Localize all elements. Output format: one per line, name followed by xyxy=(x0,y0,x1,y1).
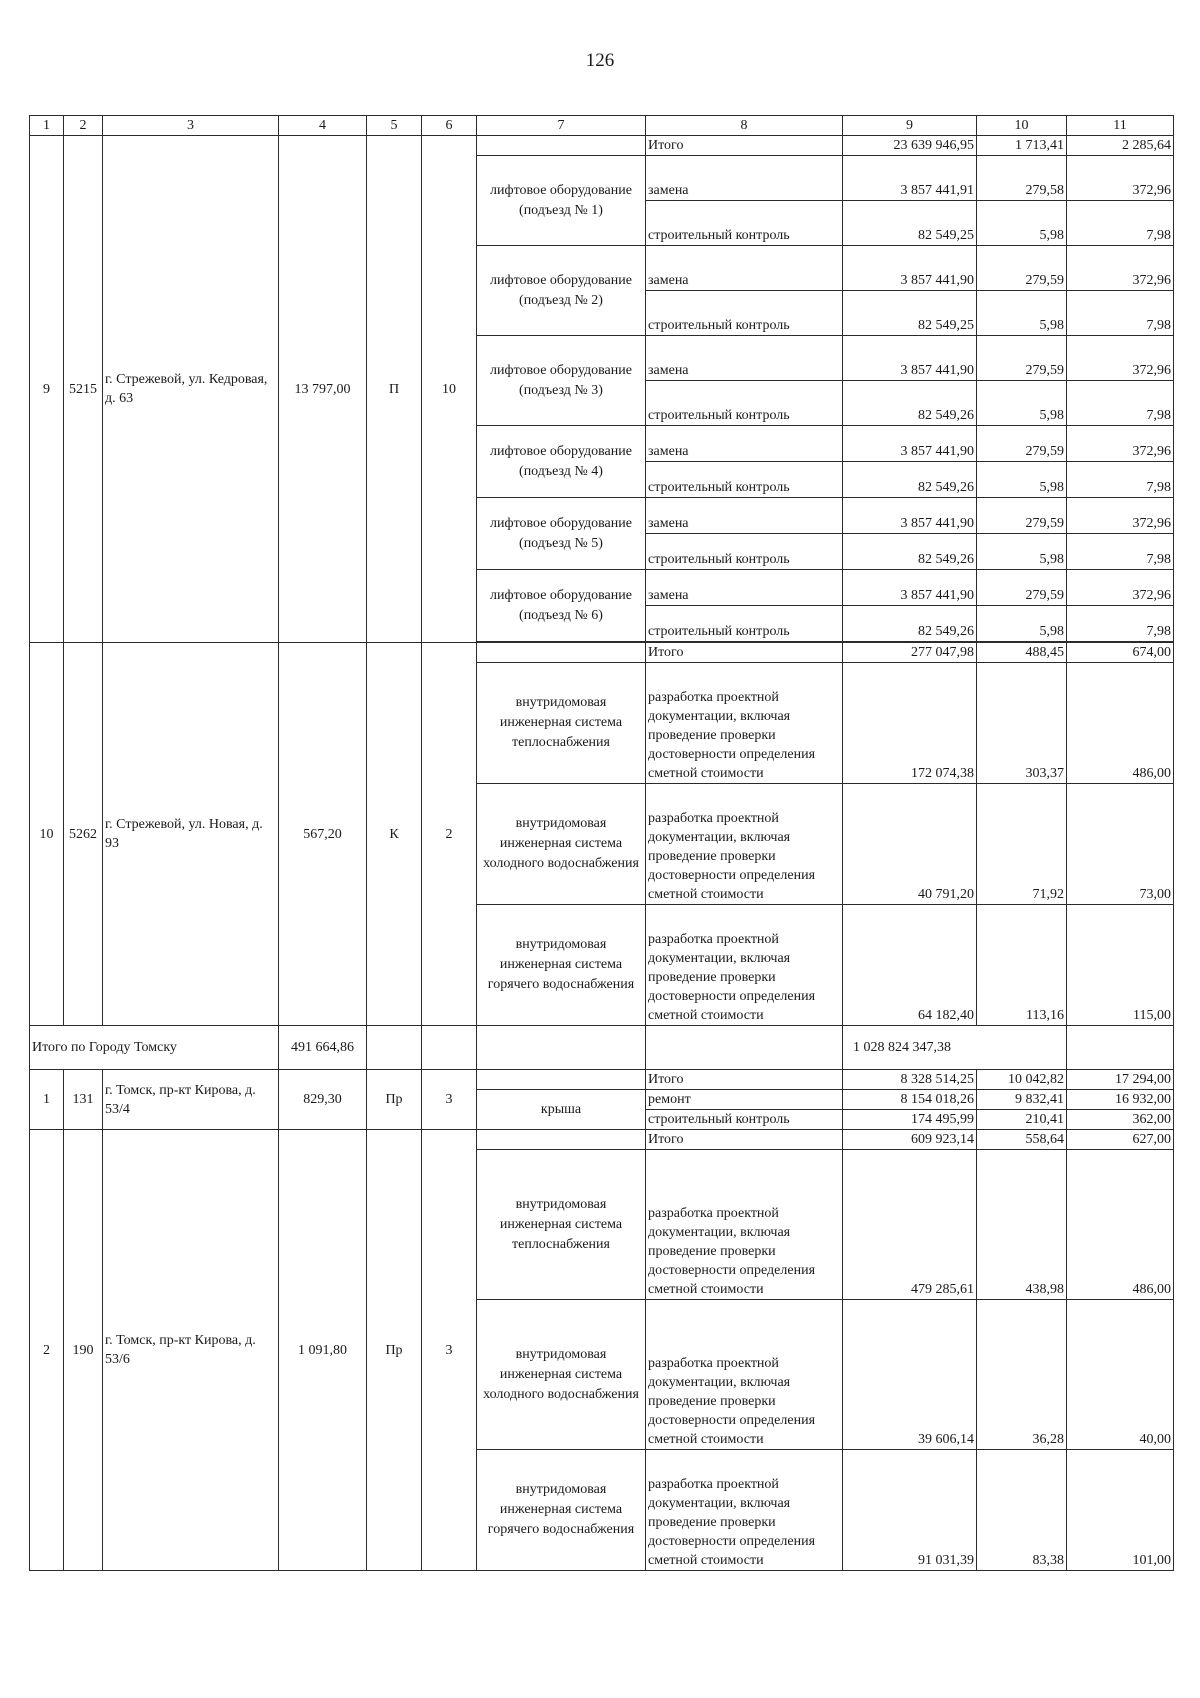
work-type: замена xyxy=(646,426,843,462)
cost-per-m2: 1 713,41 xyxy=(977,136,1067,156)
cost-total: 64 182,40 xyxy=(843,905,977,1026)
work-type: строительный контроль xyxy=(646,1110,843,1130)
work-type: ремонт xyxy=(646,1090,843,1110)
work-type: разработка проектной документации, включая проведение проверки достоверности определения сметной стоимости xyxy=(646,784,843,905)
table-row xyxy=(30,643,1174,663)
cost-limit: 7,98 xyxy=(1067,462,1174,498)
element-name: внутридомовая инженерная система теплоснабжения xyxy=(477,663,646,784)
cost-per-m2: 279,59 xyxy=(977,570,1067,606)
cost-total: 3 857 441,90 xyxy=(843,426,977,462)
cost-total: 82 549,25 xyxy=(843,201,977,246)
cost-per-m2: 279,59 xyxy=(977,498,1067,534)
cost-total: 3 857 441,90 xyxy=(843,498,977,534)
element-name: лифтовое оборудование (подъезд № 2) xyxy=(477,246,646,336)
element-cell xyxy=(477,643,646,663)
work-type: разработка проектной документации, включая проведение проверки достоверности определения сметной стоимости xyxy=(646,663,843,784)
cost-limit: 17 294,00 xyxy=(1067,1070,1174,1090)
work-type: замена xyxy=(646,570,843,606)
cost-total: 40 791,20 xyxy=(843,784,977,905)
cost-limit: 115,00 xyxy=(1067,905,1174,1026)
work-type: Итого xyxy=(646,136,843,156)
cost-limit: 486,00 xyxy=(1067,1150,1174,1300)
wall-material: П xyxy=(367,136,422,643)
row-number: 2 xyxy=(30,1130,64,1571)
cost-limit: 2 285,64 xyxy=(1067,136,1174,156)
house-address: г. Стрежевой, ул. Новая, д. 93 xyxy=(103,643,279,1026)
element-name: внутридомовая инженерная система горячего водоснабжения xyxy=(477,905,646,1026)
capital-repair-table xyxy=(29,115,1174,1571)
column-header: 1 xyxy=(30,116,64,136)
city-total-area: 491 664,86 xyxy=(279,1026,367,1070)
cost-limit: 372,96 xyxy=(1067,156,1174,201)
column-header: 10 xyxy=(977,116,1067,136)
work-type: строительный контроль xyxy=(646,201,843,246)
cost-total: 479 285,61 xyxy=(843,1150,977,1300)
element-name: лифтовое оборудование (подъезд № 3) xyxy=(477,336,646,426)
element-cell xyxy=(477,1070,646,1090)
cost-total: 3 857 441,90 xyxy=(843,246,977,291)
floors-count: 2 xyxy=(422,643,477,1026)
cost-per-m2: 9 832,41 xyxy=(977,1090,1067,1110)
cost-limit: 16 932,00 xyxy=(1067,1090,1174,1110)
work-type: замена xyxy=(646,336,843,381)
work-type: замена xyxy=(646,156,843,201)
element-name: лифтовое оборудование (подъезд № 1) xyxy=(477,156,646,246)
house-address: г. Стрежевой, ул. Кедровая, д. 63 xyxy=(103,136,279,643)
element-name: внутридомовая инженерная система теплоснабжения xyxy=(477,1150,646,1300)
cost-limit: 7,98 xyxy=(1067,291,1174,336)
wall-material: К xyxy=(367,643,422,1026)
city-total-row xyxy=(30,1026,1174,1070)
cost-total: 82 549,26 xyxy=(843,462,977,498)
wall-material: Пр xyxy=(367,1070,422,1130)
work-type: строительный контроль xyxy=(646,534,843,570)
cost-per-m2: 5,98 xyxy=(977,201,1067,246)
element-name: лифтовое оборудование (подъезд № 5) xyxy=(477,498,646,570)
cost-limit: 372,96 xyxy=(1067,498,1174,534)
work-type: Итого xyxy=(646,1130,843,1150)
cost-limit: 372,96 xyxy=(1067,246,1174,291)
cost-limit: 7,98 xyxy=(1067,534,1174,570)
work-type: разработка проектной документации, включая проведение проверки достоверности определения сметной стоимости xyxy=(646,1450,843,1571)
house-area: 13 797,00 xyxy=(279,136,367,643)
cost-total: 82 549,25 xyxy=(843,291,977,336)
element-cell xyxy=(477,136,646,156)
house-id: 5262 xyxy=(64,643,103,1026)
cost-per-m2: 279,58 xyxy=(977,156,1067,201)
table-row xyxy=(30,1070,1174,1090)
element-name: внутридомовая инженерная система горячего водоснабжения xyxy=(477,1450,646,1571)
cost-per-m2: 558,64 xyxy=(977,1130,1067,1150)
cost-limit: 486,00 xyxy=(1067,663,1174,784)
cost-per-m2: 210,41 xyxy=(977,1110,1067,1130)
cost-per-m2: 10 042,82 xyxy=(977,1070,1067,1090)
house-area: 567,20 xyxy=(279,643,367,1026)
cost-limit: 362,00 xyxy=(1067,1110,1174,1130)
house-id: 131 xyxy=(64,1070,103,1130)
wall-material: Пр xyxy=(367,1130,422,1571)
element-name: внутридомовая инженерная система холодного водоснабжения xyxy=(477,784,646,905)
cost-limit: 372,96 xyxy=(1067,570,1174,606)
column-header: 9 xyxy=(843,116,977,136)
cost-total: 172 074,38 xyxy=(843,663,977,784)
house-address: г. Томск, пр-кт Кирова, д. 53/4 xyxy=(103,1070,279,1130)
row-number: 10 xyxy=(30,643,64,1026)
row-number: 9 xyxy=(30,136,64,643)
table-row xyxy=(30,136,1174,156)
city-total-sum: 1 028 824 347,38 xyxy=(843,1026,1067,1070)
cost-limit: 627,00 xyxy=(1067,1130,1174,1150)
cost-total: 3 857 441,90 xyxy=(843,336,977,381)
page-number: 126 xyxy=(585,50,615,71)
cost-per-m2: 5,98 xyxy=(977,381,1067,426)
table-row xyxy=(30,1130,1174,1150)
column-header: 4 xyxy=(279,116,367,136)
cost-total: 174 495,99 xyxy=(843,1110,977,1130)
cost-per-m2: 438,98 xyxy=(977,1150,1067,1300)
work-type: строительный контроль xyxy=(646,606,843,642)
cost-per-m2: 488,45 xyxy=(977,643,1067,663)
cost-per-m2: 5,98 xyxy=(977,291,1067,336)
work-type: строительный контроль xyxy=(646,462,843,498)
cost-total: 82 549,26 xyxy=(843,606,977,642)
row-number: 1 xyxy=(30,1070,64,1130)
cost-total: 3 857 441,91 xyxy=(843,156,977,201)
work-type: разработка проектной документации, включая проведение проверки достоверности определения сметной стоимости xyxy=(646,1300,843,1450)
cost-per-m2: 113,16 xyxy=(977,905,1067,1026)
cost-total: 91 031,39 xyxy=(843,1450,977,1571)
city-total-label: Итого по Городу Томску xyxy=(30,1026,279,1070)
house-area: 1 091,80 xyxy=(279,1130,367,1571)
empty-cell xyxy=(422,1026,477,1070)
empty-cell xyxy=(646,1026,843,1070)
work-type: Итого xyxy=(646,1070,843,1090)
cost-per-m2: 303,37 xyxy=(977,663,1067,784)
column-header: 5 xyxy=(367,116,422,136)
cost-limit: 73,00 xyxy=(1067,784,1174,905)
floors-count: 10 xyxy=(422,136,477,643)
element-name: внутридомовая инженерная система холодного водоснабжения xyxy=(477,1300,646,1450)
column-header: 11 xyxy=(1067,116,1174,136)
cost-per-m2: 5,98 xyxy=(977,534,1067,570)
empty-cell xyxy=(1067,1026,1174,1070)
element-name: лифтовое оборудование (подъезд № 6) xyxy=(477,570,646,642)
cost-limit: 101,00 xyxy=(1067,1450,1174,1571)
work-type: строительный контроль xyxy=(646,381,843,426)
column-header: 3 xyxy=(103,116,279,136)
work-type: строительный контроль xyxy=(646,291,843,336)
cost-limit: 7,98 xyxy=(1067,201,1174,246)
work-type: Итого xyxy=(646,643,843,663)
floors-count: 3 xyxy=(422,1070,477,1130)
house-address: г. Томск, пр-кт Кирова, д. 53/6 xyxy=(103,1130,279,1571)
work-type: замена xyxy=(646,498,843,534)
work-type: разработка проектной документации, включая проведение проверки достоверности определения сметной стоимости xyxy=(646,905,843,1026)
cost-total: 609 923,14 xyxy=(843,1130,977,1150)
cost-total: 277 047,98 xyxy=(843,643,977,663)
cost-limit: 372,96 xyxy=(1067,336,1174,381)
cost-per-m2: 5,98 xyxy=(977,462,1067,498)
cost-total: 3 857 441,90 xyxy=(843,570,977,606)
element-name: лифтовое оборудование (подъезд № 4) xyxy=(477,426,646,498)
cost-per-m2: 83,38 xyxy=(977,1450,1067,1571)
cost-total: 82 549,26 xyxy=(843,381,977,426)
cost-limit: 40,00 xyxy=(1067,1300,1174,1450)
cost-limit: 7,98 xyxy=(1067,606,1174,642)
cost-per-m2: 71,92 xyxy=(977,784,1067,905)
cost-per-m2: 279,59 xyxy=(977,426,1067,462)
cost-limit: 674,00 xyxy=(1067,643,1174,663)
column-header: 2 xyxy=(64,116,103,136)
column-header-row xyxy=(30,116,1174,136)
house-id: 190 xyxy=(64,1130,103,1571)
column-header: 7 xyxy=(477,116,646,136)
column-header: 6 xyxy=(422,116,477,136)
cost-total: 82 549,26 xyxy=(843,534,977,570)
cost-per-m2: 5,98 xyxy=(977,606,1067,642)
house-id: 5215 xyxy=(64,136,103,643)
cost-total: 23 639 946,95 xyxy=(843,136,977,156)
floors-count: 3 xyxy=(422,1130,477,1571)
empty-cell xyxy=(477,1026,646,1070)
cost-per-m2: 279,59 xyxy=(977,336,1067,381)
cost-total: 8 154 018,26 xyxy=(843,1090,977,1110)
empty-cell xyxy=(367,1026,422,1070)
work-type: разработка проектной документации, включая проведение проверки достоверности определения сметной стоимости xyxy=(646,1150,843,1300)
cost-limit: 7,98 xyxy=(1067,381,1174,426)
cost-total: 39 606,14 xyxy=(843,1300,977,1450)
house-area: 829,30 xyxy=(279,1070,367,1130)
cost-total: 8 328 514,25 xyxy=(843,1070,977,1090)
column-header: 8 xyxy=(646,116,843,136)
cost-per-m2: 36,28 xyxy=(977,1300,1067,1450)
cost-per-m2: 279,59 xyxy=(977,246,1067,291)
work-type: замена xyxy=(646,246,843,291)
element-cell xyxy=(477,1130,646,1150)
cost-limit: 372,96 xyxy=(1067,426,1174,462)
element-name: крыша xyxy=(477,1090,646,1130)
